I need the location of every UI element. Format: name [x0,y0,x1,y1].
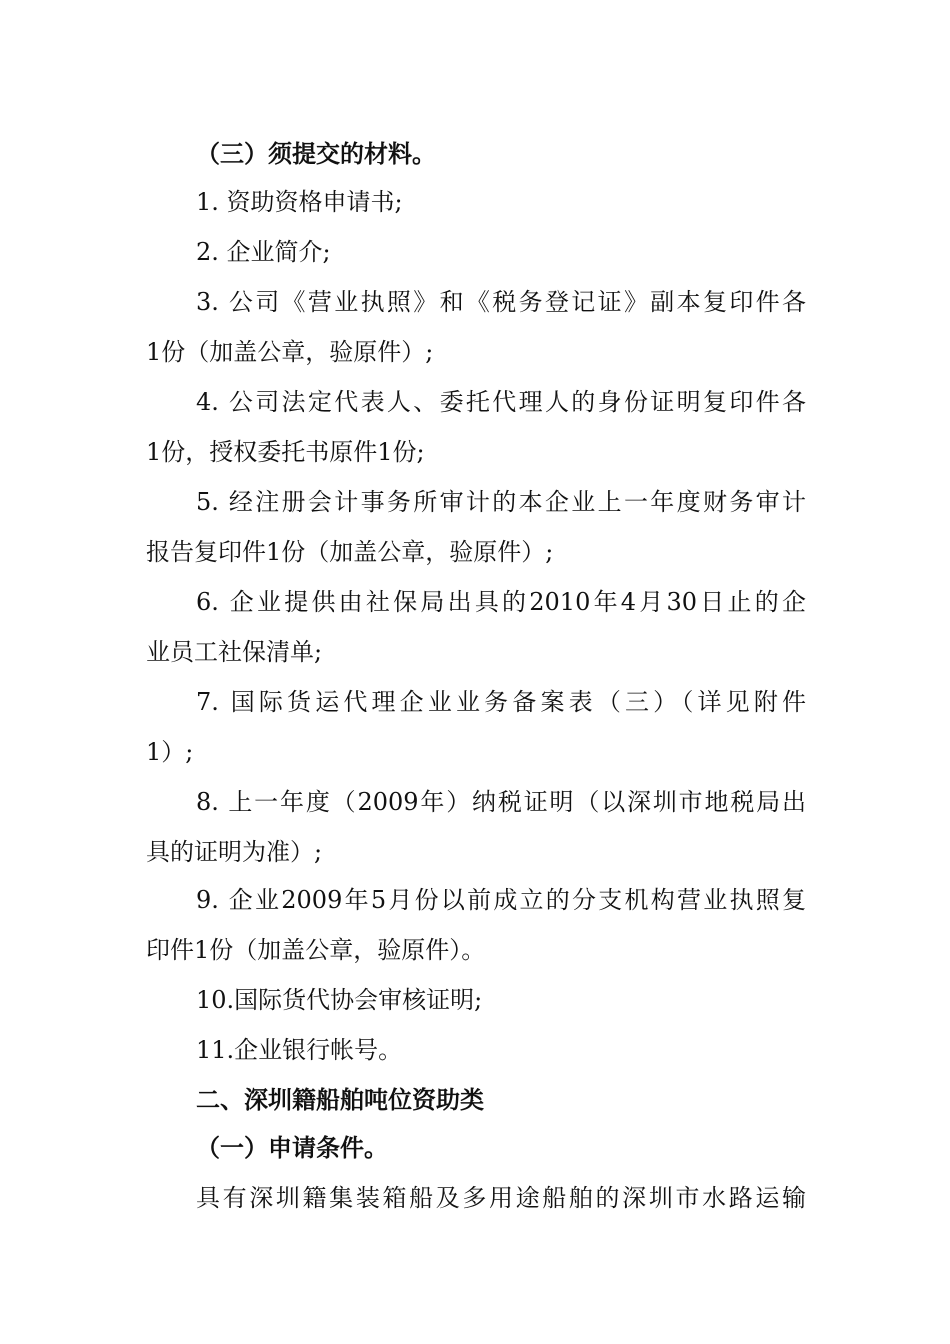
list-item-10: 10.国际货代协会审核证明; [196,986,483,1014]
list-item-5-line-1: 5. 经注册会计事务所审计的本企业上一年度财务审计 [196,488,806,516]
list-item-9-line-1: 9. 企业2009年5月份以前成立的分支机构营业执照复 [196,886,806,914]
list-item-1: 1. 资助资格申请书; [196,188,403,216]
list-item-6-line-1: 6. 企业提供由社保局出具的2010年4月30日止的企 [196,588,806,616]
list-item-2: 2. 企业简介; [196,238,331,266]
list-item-11: 11.企业银行帐号。 [196,1036,403,1064]
list-item-8-line-2: 具的证明为准）; [146,838,323,866]
list-item-5-line-2: 报告复印件1份（加盖公章，验原件）; [146,538,554,566]
list-item-4-line-2: 1份，授权委托书原件1份; [146,438,425,466]
list-item-7-line-1: 7. 国际货运代理企业业务备案表（三）（详见附件 [196,688,806,716]
list-item-6-line-2: 业员工社保清单; [146,638,323,666]
list-item-3-line-2: 1份（加盖公章，验原件）; [146,338,434,366]
list-item-4-line-1: 4. 公司法定代表人、委托代理人的身份证明复印件各 [196,388,806,416]
conditions-paragraph: 具有深圳籍集装箱船及多用途船舶的深圳市水路运输 [196,1184,806,1212]
list-item-7-line-2: 1）; [146,738,194,766]
heading-conditions: （一）申请条件。 [196,1134,388,1162]
list-item-8-line-1: 8. 上一年度（2009年）纳税证明（以深圳市地税局出 [196,788,806,816]
list-item-9-line-2: 印件1份（加盖公章，验原件）。 [146,936,486,964]
list-item-3-line-1: 3. 公司《营业执照》和《税务登记证》副本复印件各 [196,288,806,316]
heading-materials: （三）须提交的材料。 [196,140,436,168]
section-two-heading: 二、深圳籍船舶吨位资助类 [196,1086,484,1114]
